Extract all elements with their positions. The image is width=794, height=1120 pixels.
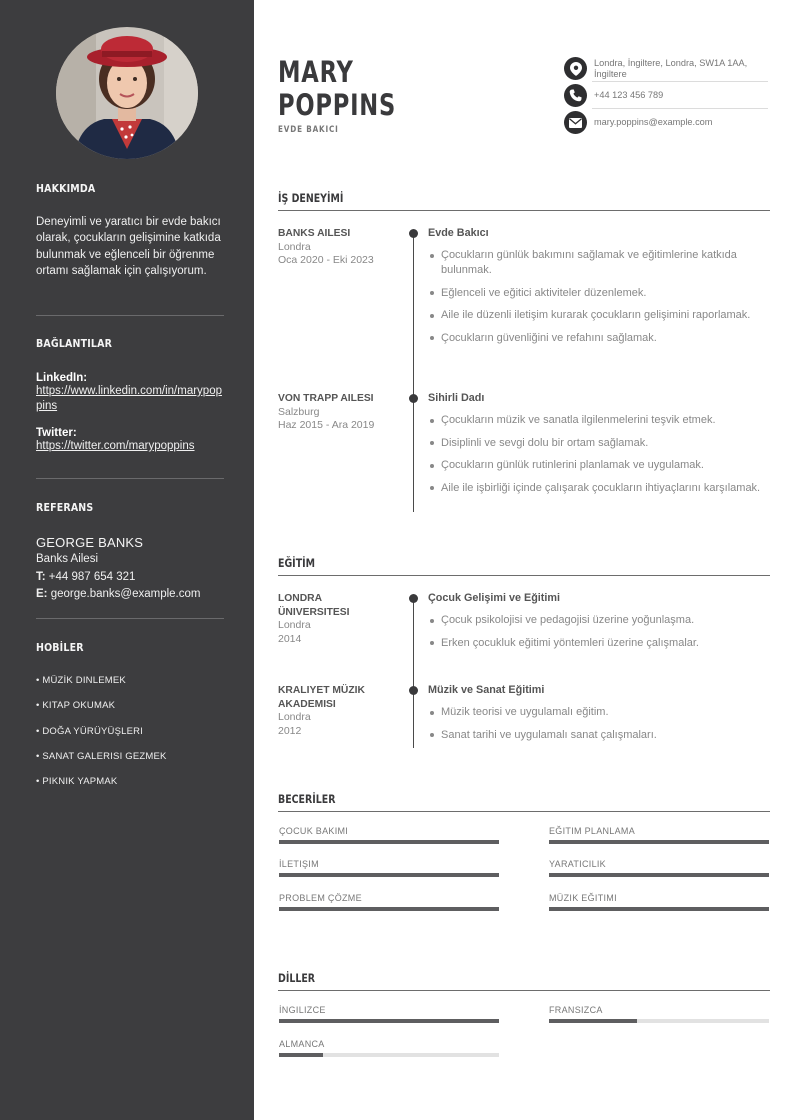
experience-entry-detail xyxy=(428,392,768,503)
experience-role: Evde Bakıcı xyxy=(428,227,489,239)
skills-heading: BECERİLER xyxy=(278,792,336,806)
bullet-item: Çocuk psikolojisi ve pedagojisi üzerine yoğunlaşma. xyxy=(428,613,768,628)
linkedin-link[interactable]: https://www.linkedin.com/in/marypoppins xyxy=(36,385,222,412)
about-heading: HAKKIMDA xyxy=(36,182,96,195)
hobby-item: • PIKNIK YAPMAK xyxy=(36,776,118,788)
education-year: 2012 xyxy=(278,724,302,737)
education-year: 2014 xyxy=(278,632,302,645)
skill-bar-fill xyxy=(549,840,769,844)
experience-bullets xyxy=(428,248,768,346)
experience-entry-meta xyxy=(278,227,400,268)
education-bullets xyxy=(428,613,768,651)
linkedin-item xyxy=(36,372,224,414)
sidebar-divider xyxy=(36,478,224,479)
bullet-item: Disiplinli ve sevgi dolu bir ortam sağlamak. xyxy=(428,436,768,451)
skill-bar-fill xyxy=(279,907,499,911)
name-last: POPPINS xyxy=(278,88,397,122)
skill-bar-track xyxy=(279,907,499,911)
language-bar-track xyxy=(279,1053,499,1057)
language-label: İNGILIZCE xyxy=(279,1005,326,1015)
language-label: ALMANCA xyxy=(279,1039,325,1049)
language-item xyxy=(279,1039,499,1057)
language-bar-fill xyxy=(279,1019,499,1023)
reference-phone xyxy=(36,569,224,585)
contact-phone xyxy=(564,84,768,107)
skill-bar-fill xyxy=(279,873,499,877)
skill-bar-fill xyxy=(549,907,769,911)
skill-bar-fill xyxy=(549,873,769,877)
name-first: MARY xyxy=(278,55,354,89)
education-bullets xyxy=(428,705,768,743)
timeline-dot xyxy=(409,594,418,603)
education-degree: Çocuk Gelişimi ve Eğitimi xyxy=(428,592,561,604)
profile-photo xyxy=(56,27,198,159)
timeline-dot xyxy=(409,229,418,238)
experience-heading: İŞ DENEYİMİ xyxy=(278,191,344,205)
bullet-item: Müzik teorisi ve uygulamalı eğitim. xyxy=(428,705,768,720)
timeline-dot xyxy=(409,686,418,695)
language-bar-track xyxy=(279,1019,499,1023)
skill-label: ÇOCUK BAKIMI xyxy=(279,826,349,836)
skill-label: YARATICILIK xyxy=(549,859,606,869)
bullet-item: Erken çocukluk eğitimi yöntemleri üzerine çalışmalar. xyxy=(428,636,768,651)
reference-email-value: george.banks@example.com xyxy=(50,587,201,600)
language-bar-track xyxy=(549,1019,769,1023)
skill-item xyxy=(549,826,769,844)
skill-item xyxy=(549,893,769,911)
links-heading: BAĞLANTILAR xyxy=(36,337,113,350)
reference-name: GEORGE BANKS xyxy=(36,535,144,550)
bullet-item: Çocukların günlük rutinlerini planlamak ve uygulamak. xyxy=(428,458,768,473)
sidebar xyxy=(0,0,254,1120)
skill-label: EĞITIM PLANLAMA xyxy=(549,826,636,836)
contact-address xyxy=(564,57,768,80)
contact-address-text: Londra, İngiltere, Londra, SW1A 1AA, İngiltere xyxy=(594,57,748,79)
languages-rule xyxy=(278,990,770,991)
contact-divider xyxy=(592,108,768,109)
skill-item xyxy=(549,859,769,877)
skill-bar-track xyxy=(549,907,769,911)
experience-org: BANKS AILESI xyxy=(278,228,351,239)
reference-phone-value: +44 987 654 321 xyxy=(48,571,136,584)
candidate-name xyxy=(278,56,396,122)
bullet-item: Aile ile düzenli iletişim kurarak çocukların gelişimini raporlamak. xyxy=(428,308,768,323)
skills-rule xyxy=(278,811,770,812)
bullet-item: Çocukların güvenliğini ve refahını sağlamak. xyxy=(428,331,768,346)
twitter-link[interactable]: https://twitter.com/marypoppins xyxy=(36,440,195,452)
bullet-item: Çocukların müzik ve sanatla ilgilenmelerini teşvik etmek. xyxy=(428,413,768,428)
education-location: Londra xyxy=(278,711,311,723)
bullet-item: Çocukların günlük bakımını sağlamak ve eğitimlerine katkıda bulunmak. xyxy=(428,248,768,278)
experience-location: Londra xyxy=(278,240,311,253)
hobbies-list xyxy=(36,675,224,801)
job-title: EVDE BAKICI xyxy=(278,125,339,135)
hobbies-heading: HOBİLER xyxy=(36,641,84,654)
skill-item xyxy=(279,859,499,877)
experience-timeline xyxy=(413,233,414,512)
experience-org: VON TRAPP AILESI xyxy=(278,393,374,404)
about-text: Deneyimli ve yaratıcı bir evde bakıcı olarak, çocukların gelişimine katkıda bulunmak ve eğlenceli bir öğrenme ortamı sağlamak için çalışıyorum. xyxy=(36,216,221,277)
education-entry-detail xyxy=(428,684,768,750)
twitter-label: Twitter: xyxy=(36,427,77,439)
experience-location: Salzburg xyxy=(278,405,320,418)
experience-bullets xyxy=(428,413,768,496)
phone-icon xyxy=(564,84,587,107)
language-item xyxy=(279,1005,499,1023)
experience-entry-meta xyxy=(278,392,400,433)
languages-heading: DİLLER xyxy=(278,971,316,985)
bullet-item: Sanat tarihi ve uygulamalı sanat çalışmaları. xyxy=(428,728,768,743)
education-degree: Müzik ve Sanat Eğitimi xyxy=(428,684,545,696)
reference-phone-label: T: xyxy=(36,571,46,584)
experience-entry-detail xyxy=(428,227,768,353)
experience-dates: Oca 2020 - Eki 2023 xyxy=(278,254,374,266)
contact-email xyxy=(564,111,768,134)
hobby-item: • KITAP OKUMAK xyxy=(36,700,116,712)
twitter-item xyxy=(36,427,224,454)
location-pin-icon xyxy=(564,57,587,80)
sidebar-divider xyxy=(36,315,224,316)
sidebar-divider xyxy=(36,618,224,619)
language-item xyxy=(549,1005,769,1023)
skill-label: MÜZIK EĞITIMI xyxy=(549,893,617,903)
experience-role: Sihirli Dadı xyxy=(428,392,485,404)
reference-email-label: E: xyxy=(36,587,48,600)
portrait-image xyxy=(56,27,198,159)
hobby-item: • SANAT GALERISI GEZMEK xyxy=(36,750,167,762)
reference-email xyxy=(36,586,224,602)
skill-bar-fill xyxy=(279,840,499,844)
language-label: FRANSIZCA xyxy=(549,1005,603,1015)
skill-bar-track xyxy=(549,840,769,844)
linkedin-label: LinkedIn: xyxy=(36,372,88,384)
skill-item xyxy=(279,893,499,911)
reference-org: Banks Ailesi xyxy=(36,553,99,565)
experience-rule xyxy=(278,210,770,211)
education-rule xyxy=(278,575,770,576)
skill-label: İLETIŞIM xyxy=(279,859,319,869)
skill-bar-track xyxy=(279,840,499,844)
contact-email-text: mary.poppins@example.com xyxy=(594,117,713,127)
links-section xyxy=(36,337,224,454)
language-bar-fill xyxy=(279,1053,323,1057)
skill-label: PROBLEM ÇÖZME xyxy=(279,893,362,903)
skill-bar-track xyxy=(279,873,499,877)
education-entry-meta xyxy=(278,684,400,738)
timeline-dot xyxy=(409,394,418,403)
hobbies-section xyxy=(36,641,224,801)
language-bar-fill xyxy=(549,1019,637,1023)
education-timeline xyxy=(413,598,414,748)
about-section xyxy=(36,182,224,279)
hobby-item: • MÜZİK DINLEMEK xyxy=(36,675,126,686)
bullet-item: Eğlenceli ve eğitici aktiviteler düzenlemek. xyxy=(428,286,768,301)
skill-item xyxy=(279,826,499,844)
education-heading: EĞİTİM xyxy=(278,556,316,570)
skill-bar-track xyxy=(549,873,769,877)
reference-heading: REFERANS xyxy=(36,501,94,514)
contact-phone-text: +44 123 456 789 xyxy=(594,90,664,100)
education-org: KRALIYET MÜZIK AKADEMISI xyxy=(278,685,365,710)
hobby-item: • DOĞA YÜRÜYÜŞLERI xyxy=(36,725,144,737)
envelope-icon xyxy=(564,111,587,134)
education-org: LONDRA ÜNIVERSITESI xyxy=(278,593,350,618)
education-location: Londra xyxy=(278,619,311,631)
education-entry-detail xyxy=(428,592,768,658)
experience-dates: Haz 2015 - Ara 2019 xyxy=(278,419,375,431)
reference-section xyxy=(36,501,224,602)
education-entry-meta xyxy=(278,592,400,646)
bullet-item: Aile ile işbirliği içinde çalışarak çocukların ihtiyaçlarını karşılamak. xyxy=(428,481,768,496)
contact-divider xyxy=(592,81,768,82)
